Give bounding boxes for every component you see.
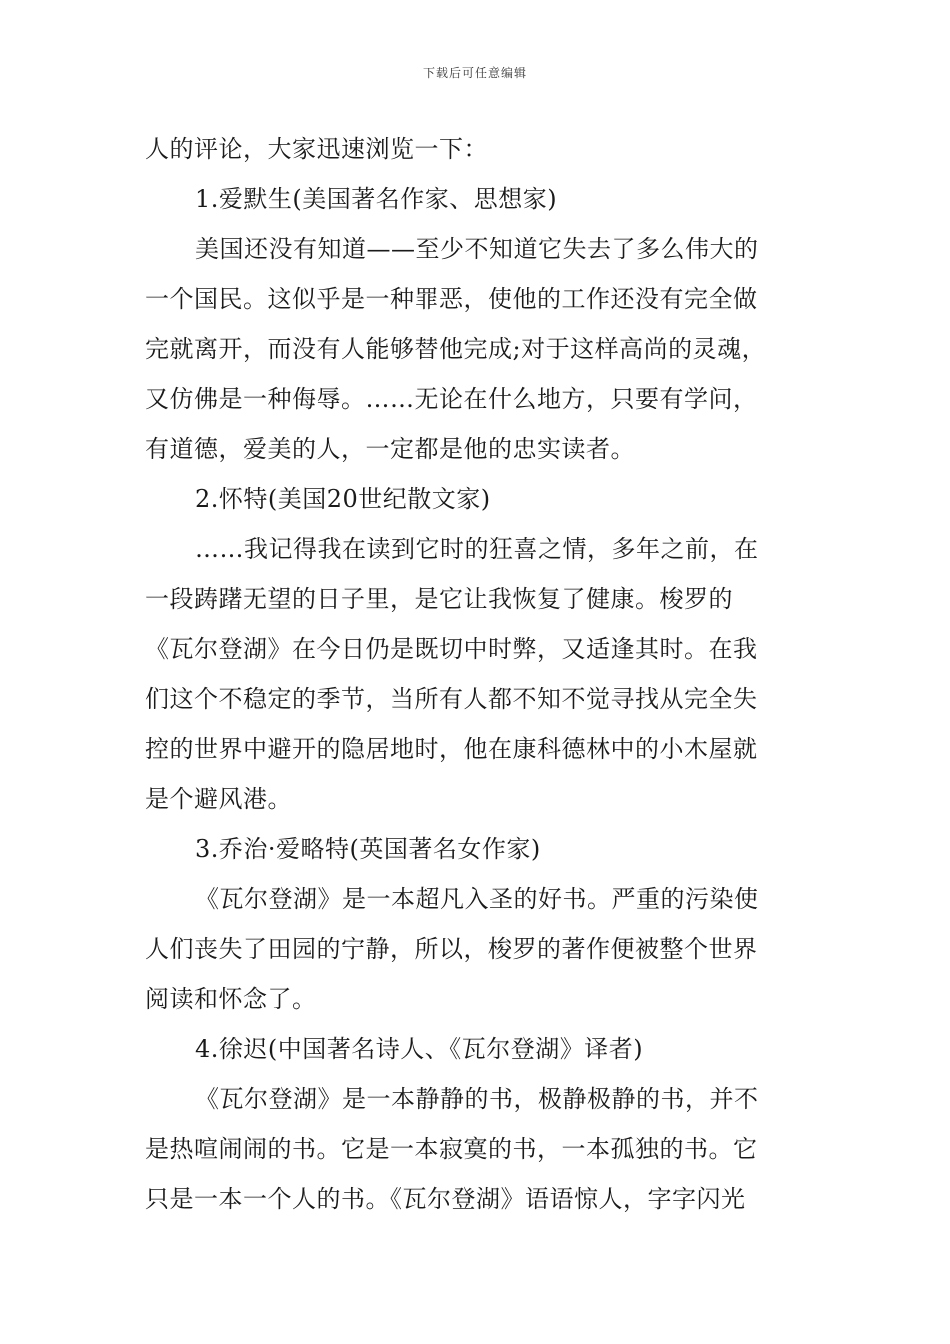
paragraph-line: 《瓦尔登湖》是一本静静的书，极静极静的书，并不	[195, 1085, 759, 1113]
paragraph-line: 人们丧失了田园的宁静，所以，梭罗的著作便被整个世界	[145, 935, 758, 963]
section-heading-white: 2.怀特(美国20世纪散文家)	[195, 485, 491, 513]
paragraph-line: 阅读和怀念了。	[145, 985, 317, 1013]
paragraph-line: 有道德，爱美的人，一定都是他的忠实读者。	[145, 435, 635, 463]
paragraph-line: 一段踌躇无望的日子里，是它让我恢复了健康。梭罗的	[145, 585, 733, 613]
paragraph-line: ……我记得我在读到它时的狂喜之情，多年之前，在	[195, 535, 759, 563]
paragraph-line: 又仿佛是一种侮辱。……无论在什么地方，只要有学问，	[145, 385, 758, 413]
paragraph-line: 一个国民。这似乎是一种罪恶，使他的工作还没有完全做	[145, 285, 758, 313]
paragraph-line: 完就离开，而没有人能够替他完成;对于这样高尚的灵魂，	[145, 335, 767, 363]
paragraph-line: 们这个不稳定的季节，当所有人都不知不觉寻找从完全失	[145, 685, 758, 713]
section-heading-xuchi: 4.徐迟(中国著名诗人、《瓦尔登湖》译者)	[195, 1035, 644, 1063]
document-body	[145, 124, 810, 1224]
section-heading-emerson: 1.爱默生(美国著名作家、思想家)	[195, 185, 558, 213]
paragraph-line: 《瓦尔登湖》是一本超凡入圣的好书。严重的污染使	[195, 885, 759, 913]
paragraph-line: 人的评论，大家迅速浏览一下：	[145, 135, 488, 163]
paragraph-line: 控的世界中避开的隐居地时，他在康科德林中的小木屋就	[145, 735, 758, 763]
paragraph-line: 《瓦尔登湖》在今日仍是既切中时弊，又适逢其时。在我	[145, 635, 758, 663]
paragraph-line: 只是一本一个人的书。《瓦尔登湖》语语惊人，字字闪光	[145, 1185, 746, 1213]
paragraph-line: 是个避风港。	[145, 785, 292, 813]
paragraph-line: 美国还没有知道——至少不知道它失去了多么伟大的	[195, 235, 759, 263]
paragraph-line: 是热喧闹闹的书。它是一本寂寞的书，一本孤独的书。它	[145, 1135, 758, 1163]
page-header-note: 下载后可任意编辑	[422, 66, 527, 80]
section-heading-eliot: 3.乔治·爱略特(英国著名女作家)	[195, 835, 541, 863]
